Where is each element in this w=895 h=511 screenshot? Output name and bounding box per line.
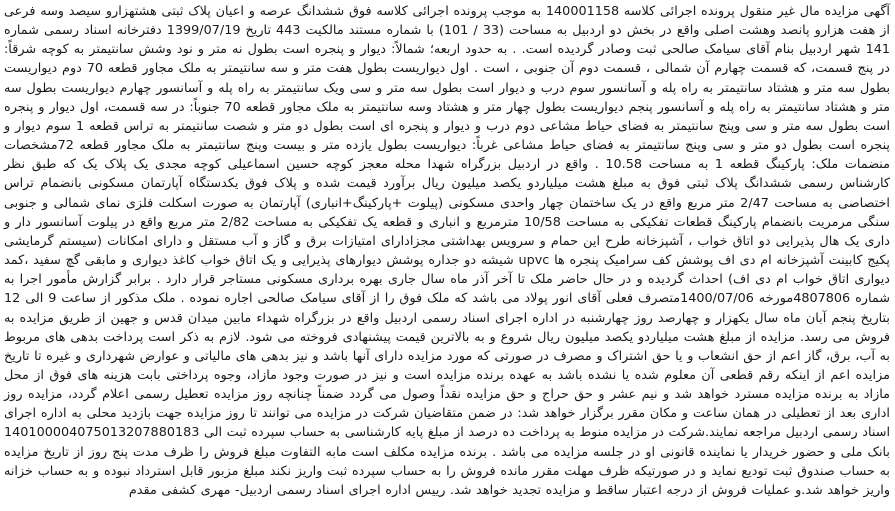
auction-notice (4, 2, 890, 507)
notice-body: آگهی مزایده مال غیر منقول پرونده اجرائی کلاسه 140001158 به موجب پرونده اجرائی کلاسه فوق ششدانگ عرصه و اعیان پلاک ثبتی هشتهزارو سیصد وسه فرعی از هفت هزارو پانصد وهشت اصلی واقع در بخش دو اردبیل به مساحت (33 / 101) با شماره مستند مالکیت 443 تاریخ 1399/07/19 دفترخانه اسناد رسمی شماره 141 شهر اردبیل بنام آقای سیامک صالحی ثبت وصادر گردیده است. . به حدود اربعه؛ شمالاً: دیوار و پنجره است بطول نه متر و نود وشش سانتیمتر به کوچه شرقاً: در پنج قسمت، که قسمت چهارم آن شمالی ، قسمت دوم آن جنوبی ، است . اول دیواریست بطول هفت متر و سه سانتیمتر به ملک مجاور قطعه 70 دوم دیواریست بطول سه متر و هشتاد سانتیمتر به راه پله و آسانسور سوم درب و دیوار است بطول سه متر و سی ویک سانتیمتر به راه پله و آسانسور چهارم دیواریست بطول سه متر و هشتاد سانتیمتر به راه پله و آسانسور پنجم دیواریست بطول چهار متر و هشتاد وسه سانتیمتر به ملک مجاور قطعه 70 جنوباً: در سه قسمت، اول دیوار و پنجره است بطول سه متر و سی وپنج سانتیمتر به فضای حیاط مشاعی دوم درب و دیوار و پنجره ای است بطول دو متر و شصت سانتیمتر به تراس قطعه 1 سوم دیوار و پنجره است بطول دو متر و سی وپنج سانتیمتر به فضای حیاط مشاعی غرباً: دیواریست بطول یازده متر و بیست وپنج سانتیمتر به ملک مجاور قطعه 72مشخصات منضمات ملک: پارکینگ قطعه 1 به مساحت 10.58 . واقع در اردبیل بزرگراه شهدا محله معجز کوچه حسین اسماعیلی کوچه مجدی یک پلاک یک که طبق نظر کارشناس رسمی ششدانگ پلاک ثبتی فوق به مبلغ هشت میلیاردو یکصد میلیون ریال برآورد قیمت شده و پلاک فوق یکدستگاه آپارتمان مسکونی بانضمام تراس اختصاصی به مساحت 2/47 متر مربع واقع در یک ساختمان چهار واحدی مسکونی (پیلوت +پارکینگ+انباری) آپارتمان به صورت اسکلت فلزی نمای شمالی و جنوبی سنگی مرمریت بانضمام پارکینگ قطعات تفکیکی به مساحت 10/58 مترمربع و انباری و قطعه یک تفکیکی به مساحت 2/82 متر مربع واقع در پیلوت آسانسور دار و داری یک هال پذیرایی دو اتاق خواب ، آشپزخانه طرح این حمام و سرویس بهداشتی مجزادارای امتیازات برق و گاز و آب مستقل و دارای امکانات (سیستم گرمایشی پکیج کابینت آشپزخانه ام دی اف پوشش کف سرامیک پنجره ها upvc شیشه دو جداره پوشش دیوارهای پذیرایی و یک اتاق خواب کاغذ دیواری و مابقی گچ سفید ،کمد دیواری اتاق خواب ام دی اف) احداث گردیده و در حال حاضر ملک تا آخر آذر ماه سال جاری بهره برداری مسکونی مستاجر قرار دارد . برابر گزارش مأمور اجرا به شماره 4807806مورخه 1400/07/06متصرف فعلی آقای انور پولاد می باشد که ملک فوق را از آقای سیامک صالحی اجاره نموده . ملک مذکور از ساعت 9 الی 12 بتاریخ پنجم آبان ماه سال یکهزار و چهارصد روز چهارشنبه در اداره اجرای اسناد رسمی اردبیل واقع در بزرگراه شهداء مابین میدان قدس و جهین از طریق مزایده به فروش می رسد. مزایده از مبلغ هشت میلیاردو یکصد میلیون ریال شروع و به بالاترین قیمت پیشنهادی فروخته می شود. لازم به ذکر است پرداخت بدهی های مربوط به آب، برق، گاز اعم از حق انشعاب و یا حق اشتراک و مصرف در صورتی که مورد مزایده دارای آنها باشد و نیز بدهی های مالیاتی و عوارض شهرداری و غیره تا تاریخ مزایده اعم از اینکه رقم قطعی آن معلوم شده یا نشده باشد به عهده برنده مزایده است و نیز در صورت وجود مازاد، وجوه پرداختی بابت هزینه های فوق از محل مازاد به برنده مزایده مسترد خواهد شد و نیم عشر و حق حراج و حق مزایده نقداً وصول می گردد ضمناً چنانچه روز مزایده تعطیل رسمی اعلام گردد، مزایده روز اداری بعد از تعطیلی در همان ساعت و مکان مقرر برگزار خواهد شد: در ضمن متقاضیان شرکت در مزایده می توانند تا روز مزایده جهت بازدید محلی به اداره اجرای اسناد رسمی اردبیل مراجعه نمایند.شرکت در مزایده منوط به پرداخت ده درصد از مبلغ پایه کارشناسی به حساب سپرده ثبت الی 140100004075013207880183 بانک ملی و حضور خریدار یا نماینده قانونی او در جلسه مزایده می باشد . برنده مزایده مکلف است مابه التفاوت مبلغ فروش را ظرف مدت پنج روز از تاریخ مزایده به حساب صندوق ثبت تودیع نماید و در صورتیکه ظرف مهلت مقرر مانده فروش را به حساب سپرده ثبت واریز نکند مبلغ مزبور قابل استرداد نبوده و به حساب خزانه واریز خواهد شد.و عملیات فروش از درجه اعتبار ساقط و مزایده تجدید خواهد شد. رییس اداره اجرای اسناد رسمی اردبیل- مهری کشفی مقدم (4, 4, 891, 498)
